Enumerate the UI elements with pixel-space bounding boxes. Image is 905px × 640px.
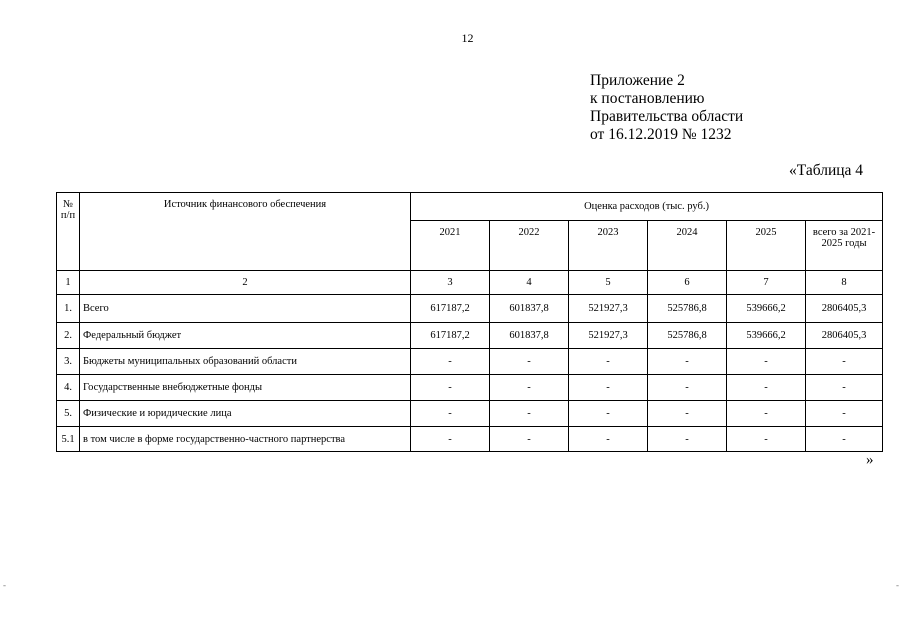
row-value: - [648, 401, 727, 427]
row-source: Федеральный бюджет [80, 323, 411, 349]
header-total: всего за 2021-2025 годы [806, 221, 883, 271]
index-cell: 2 [80, 271, 411, 295]
table-caption: «Таблица 4 [789, 162, 864, 179]
header-year: 2025 [727, 221, 806, 271]
row-value: 2806405,3 [806, 295, 883, 323]
index-row [57, 271, 883, 295]
appendix-line: к постановлению [590, 90, 705, 107]
row-value: - [490, 349, 569, 375]
header-year: 2023 [569, 221, 648, 271]
row-source: Всего [80, 295, 411, 323]
row-value: - [411, 427, 490, 452]
header-estimate: Оценка расходов (тыс. руб.) [411, 193, 883, 221]
row-value: - [569, 427, 648, 452]
row-value: - [806, 427, 883, 452]
row-source: Государственные внебюджетные фонды [80, 375, 411, 401]
row-value: - [727, 427, 806, 452]
row-value: - [727, 375, 806, 401]
row-value: 617187,2 [411, 323, 490, 349]
row-value: - [727, 349, 806, 375]
row-value: 539666,2 [727, 295, 806, 323]
row-value: - [411, 401, 490, 427]
row-value: 521927,3 [569, 295, 648, 323]
appendix-header [590, 72, 743, 144]
row-num: 5. [57, 401, 80, 427]
row-source: Бюджеты муниципальных образований области [80, 349, 411, 375]
index-cell: 4 [490, 271, 569, 295]
row-value: - [411, 375, 490, 401]
row-value: 539666,2 [727, 323, 806, 349]
table-row [57, 401, 883, 427]
row-num: 3. [57, 349, 80, 375]
funding-table [56, 192, 883, 452]
index-cell: 8 [806, 271, 883, 295]
header-year: 2021 [411, 221, 490, 271]
row-value: - [411, 349, 490, 375]
closing-quote: » [866, 452, 874, 468]
row-num: 4. [57, 375, 80, 401]
appendix-line: Приложение 2 [590, 72, 685, 89]
row-num: 1. [57, 295, 80, 323]
table-row [57, 427, 883, 452]
index-cell: 6 [648, 271, 727, 295]
row-value: 521927,3 [569, 323, 648, 349]
row-value: - [569, 375, 648, 401]
header-year: 2022 [490, 221, 569, 271]
page-number: 12 [461, 31, 474, 45]
row-num: 2. [57, 323, 80, 349]
table-row [57, 323, 883, 349]
row-value: - [806, 349, 883, 375]
row-value: - [569, 349, 648, 375]
row-value: - [648, 349, 727, 375]
index-cell: 5 [569, 271, 648, 295]
row-value: - [727, 401, 806, 427]
header-num: № п/п [57, 193, 80, 271]
row-value: - [648, 427, 727, 452]
appendix-line: Правительства области [590, 108, 744, 125]
row-value: 617187,2 [411, 295, 490, 323]
table-row [57, 349, 883, 375]
row-value: 525786,8 [648, 295, 727, 323]
row-num: 5.1 [57, 427, 80, 452]
row-value: - [490, 375, 569, 401]
row-value: - [490, 401, 569, 427]
row-value: - [806, 401, 883, 427]
row-source: Физические и юридические лица [80, 401, 411, 427]
appendix-line: от 16.12.2019 № 1232 [590, 126, 732, 143]
row-value: 525786,8 [648, 323, 727, 349]
edge-mark-right: - [896, 580, 899, 590]
index-cell: 3 [411, 271, 490, 295]
table-row [57, 295, 883, 323]
row-source: в том числе в форме государственно-частного партнерства [80, 427, 411, 452]
row-value: - [569, 401, 648, 427]
header-year: 2024 [648, 221, 727, 271]
row-value: 2806405,3 [806, 323, 883, 349]
row-value: - [806, 375, 883, 401]
row-value: 601837,8 [490, 295, 569, 323]
table-row [57, 375, 883, 401]
index-cell: 1 [57, 271, 80, 295]
row-value: 601837,8 [490, 323, 569, 349]
edge-mark-left: - [3, 580, 6, 590]
row-value: - [648, 375, 727, 401]
row-value: - [490, 427, 569, 452]
index-cell: 7 [727, 271, 806, 295]
header-source: Источник финансового обеспечения [80, 193, 411, 271]
